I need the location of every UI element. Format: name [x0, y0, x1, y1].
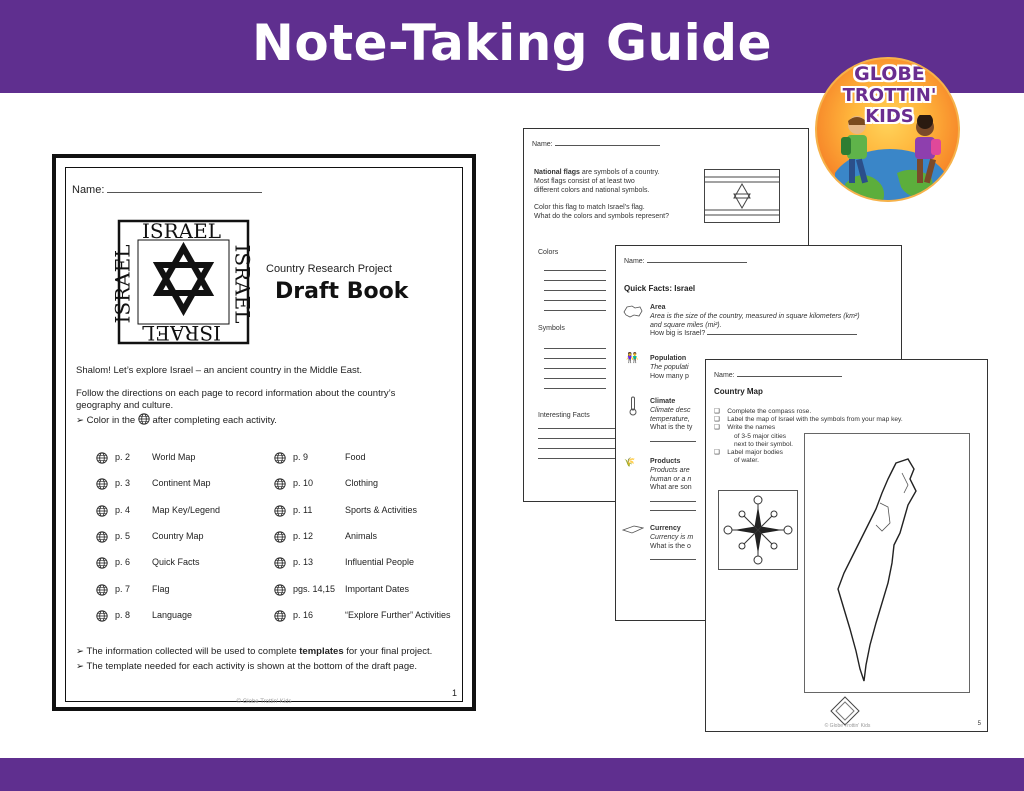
- globe-checkbox-icon[interactable]: [96, 609, 108, 621]
- symbols-lines: [544, 339, 606, 389]
- activity-title: Food: [345, 452, 366, 462]
- item-2: Label the map of Israel with the symbols from your map key.: [727, 416, 903, 424]
- area-text-2: and square miles (mi²).: [650, 321, 722, 329]
- globe-checkbox-icon[interactable]: [274, 556, 286, 568]
- copyright: © Globe Trottin' Kids: [236, 699, 292, 705]
- money-icon: [622, 524, 644, 534]
- activity-title: Continent Map: [152, 478, 211, 489]
- book-title: Draft Book: [275, 279, 409, 304]
- item-3c: next to their symbol.: [734, 440, 794, 448]
- area-text-1: Area is the size of the country, measured in square kilometers (km²): [650, 312, 860, 320]
- activity-title: Language: [152, 609, 193, 620]
- activity-title: Flag: [152, 583, 170, 594]
- products-text-1: Products are: [650, 466, 690, 474]
- currency-title: Currency: [650, 525, 681, 532]
- globe-checkbox-icon[interactable]: [96, 477, 108, 489]
- activity-page: p. 11: [293, 504, 313, 515]
- activity-page: p. 9: [293, 452, 309, 462]
- arrow-bullet-icon: ➢: [76, 646, 84, 657]
- checkbox-icon: ❑: [714, 416, 720, 424]
- page-number: 1: [452, 688, 458, 698]
- item-4b: of water.: [734, 457, 759, 465]
- currency-text: Currency is m: [650, 533, 694, 541]
- products-text-2: human or a n: [650, 475, 692, 483]
- draft-book-page: [52, 154, 476, 711]
- products-question: What are son: [650, 484, 692, 492]
- logo-line-2: TROTTIN': [842, 85, 937, 106]
- globe-checkbox-icon[interactable]: [274, 609, 286, 621]
- stamp-word-left: ISRAEL: [110, 244, 135, 324]
- globe-checkbox-icon[interactable]: [96, 504, 108, 516]
- page-number: 5: [977, 720, 981, 727]
- color-text-2: What do the colors and symbols represent?: [534, 212, 670, 220]
- globe-checkbox-icon[interactable]: [96, 530, 108, 542]
- activity-page: p. 8: [115, 609, 131, 620]
- logo-line-3: KIDS: [865, 106, 914, 127]
- note-1a: The information collected will be used to complete: [86, 646, 297, 657]
- activity-page: p. 2: [115, 452, 131, 462]
- name-label: Name:: [624, 258, 645, 265]
- globe-checkbox-icon[interactable]: [274, 583, 286, 595]
- note-2: The template needed for each activity is shown at the bottom of the draft page.: [86, 661, 418, 672]
- globe-checkbox-icon[interactable]: [96, 451, 108, 463]
- name-label: Name:: [72, 184, 105, 196]
- activity-page: p. 5: [115, 530, 131, 541]
- map-outline-icon: [622, 304, 644, 318]
- globe-checkbox-icon[interactable]: [96, 583, 108, 595]
- logo-line-1: GLOBE: [854, 63, 925, 85]
- stamp-word-top: ISRAEL: [142, 219, 221, 243]
- globe-trottin-kids-logo: [815, 57, 960, 202]
- activity-page: p. 16: [293, 609, 314, 620]
- flags-text: are symbols of a country.: [581, 169, 660, 176]
- item-1: Complete the compass rose.: [727, 408, 812, 415]
- facts-label: Interesting Facts: [538, 412, 590, 419]
- products-title: Products: [650, 458, 681, 465]
- activity-title: Clothing: [345, 478, 379, 489]
- activity-title: “Explore Further” Activities: [345, 609, 451, 620]
- activity-page: p. 12: [293, 530, 314, 541]
- name-label: Name:: [532, 141, 553, 148]
- item-3b: of 3-5 major cities: [734, 432, 787, 440]
- activity-page: p. 4: [115, 504, 131, 515]
- climate-text-1: Climate desc: [650, 406, 691, 414]
- globe-checkbox-icon[interactable]: [96, 556, 108, 568]
- colors-label: Colors: [538, 249, 559, 256]
- globe-checkbox-icon[interactable]: [274, 477, 286, 489]
- flags-text-3: different colors and national symbols.: [534, 186, 650, 194]
- products-icon: 🌾: [624, 457, 636, 467]
- pop-title: Population: [650, 355, 687, 362]
- activity-page: p. 6: [115, 557, 131, 568]
- project-label: Country Research Project: [266, 263, 392, 275]
- color-in-2: after completing each activity.: [152, 415, 277, 426]
- activity-page: pgs. 14,15: [293, 583, 336, 594]
- activity-page: p. 3: [115, 478, 131, 489]
- activity-page: p. 13: [293, 557, 314, 568]
- activity-page: p. 7: [115, 583, 131, 594]
- symbols-label: Symbols: [538, 325, 565, 332]
- flag-outline: [704, 169, 780, 223]
- people-icon: 👫: [626, 353, 639, 364]
- logo-small-icon: [830, 696, 860, 726]
- map-sheet: [705, 359, 988, 732]
- checkbox-icon: ❑: [714, 424, 720, 432]
- flags-bold: National flags: [534, 169, 580, 176]
- note-1c: for your final project.: [346, 646, 433, 657]
- globe-checkbox-icon[interactable]: [274, 504, 286, 516]
- activity-title: Map Key/Legend: [152, 504, 221, 515]
- stamp-word-right: ISRAEL: [230, 244, 255, 324]
- intro-text: Shalom! Let’s explore Israel – an ancient country in the Middle East.: [76, 365, 363, 376]
- area-question: How big is Israel?: [650, 330, 706, 338]
- kid-right-icon: [907, 115, 943, 195]
- activity-title: Important Dates: [345, 583, 410, 594]
- bottom-banner: [0, 758, 1024, 791]
- directions-1: Follow the directions on each page to record information about the country’s: [76, 388, 396, 399]
- color-text-1: Color this flag to match Israel’s flag.: [534, 204, 645, 211]
- name-label: Name:: [714, 372, 735, 379]
- flags-text-2: Most flags consist of at least two: [534, 177, 635, 185]
- colors-lines: [544, 261, 606, 311]
- facts-lines: [538, 419, 618, 459]
- checkbox-icon: ❑: [714, 408, 720, 415]
- arrow-bullet-icon: ➢: [76, 415, 84, 426]
- compass-rose: [718, 490, 798, 570]
- stamp-word-bottom: ISRAEL: [142, 321, 221, 345]
- color-in-1: Color in the: [86, 415, 136, 426]
- activity-title: Influential People: [345, 557, 415, 568]
- thermometer-icon: [628, 396, 638, 416]
- area-title: Area: [650, 304, 666, 311]
- copyright: © Globe Trottin' Kids: [824, 722, 871, 729]
- activity-title: Animals: [345, 530, 378, 541]
- activity-page: p. 10: [293, 478, 314, 489]
- globe-checkbox-icon[interactable]: [274, 530, 286, 542]
- item-3a: Write the names: [727, 424, 776, 432]
- climate-text-2: temperature,: [650, 415, 690, 423]
- note-1b: templates: [299, 646, 344, 657]
- activity-title: Sports & Activities: [345, 504, 418, 515]
- checkbox-icon: ❑: [714, 449, 720, 457]
- pop-question: How many p: [650, 372, 689, 380]
- activity-title: Quick Facts: [152, 557, 200, 568]
- activity-title: Country Map: [152, 530, 204, 541]
- climate-title: Climate: [650, 398, 676, 405]
- currency-question: What is the o: [650, 542, 691, 550]
- globe-checkbox-icon[interactable]: [274, 451, 286, 463]
- climate-question: What is the ty: [650, 424, 693, 432]
- item-4a: Label major bodies: [727, 449, 783, 457]
- globe-icon: [138, 413, 150, 425]
- pop-text: The populati: [650, 363, 689, 371]
- directions-2: geography and culture.: [76, 400, 174, 411]
- facts-title: Quick Facts: Israel: [624, 284, 696, 293]
- activity-title: World Map: [152, 452, 196, 462]
- israel-map: [804, 433, 970, 693]
- arrow-bullet-icon: ➢: [76, 661, 84, 672]
- map-title: Country Map: [714, 387, 763, 396]
- banner-title: Note-Taking Guide: [252, 14, 772, 72]
